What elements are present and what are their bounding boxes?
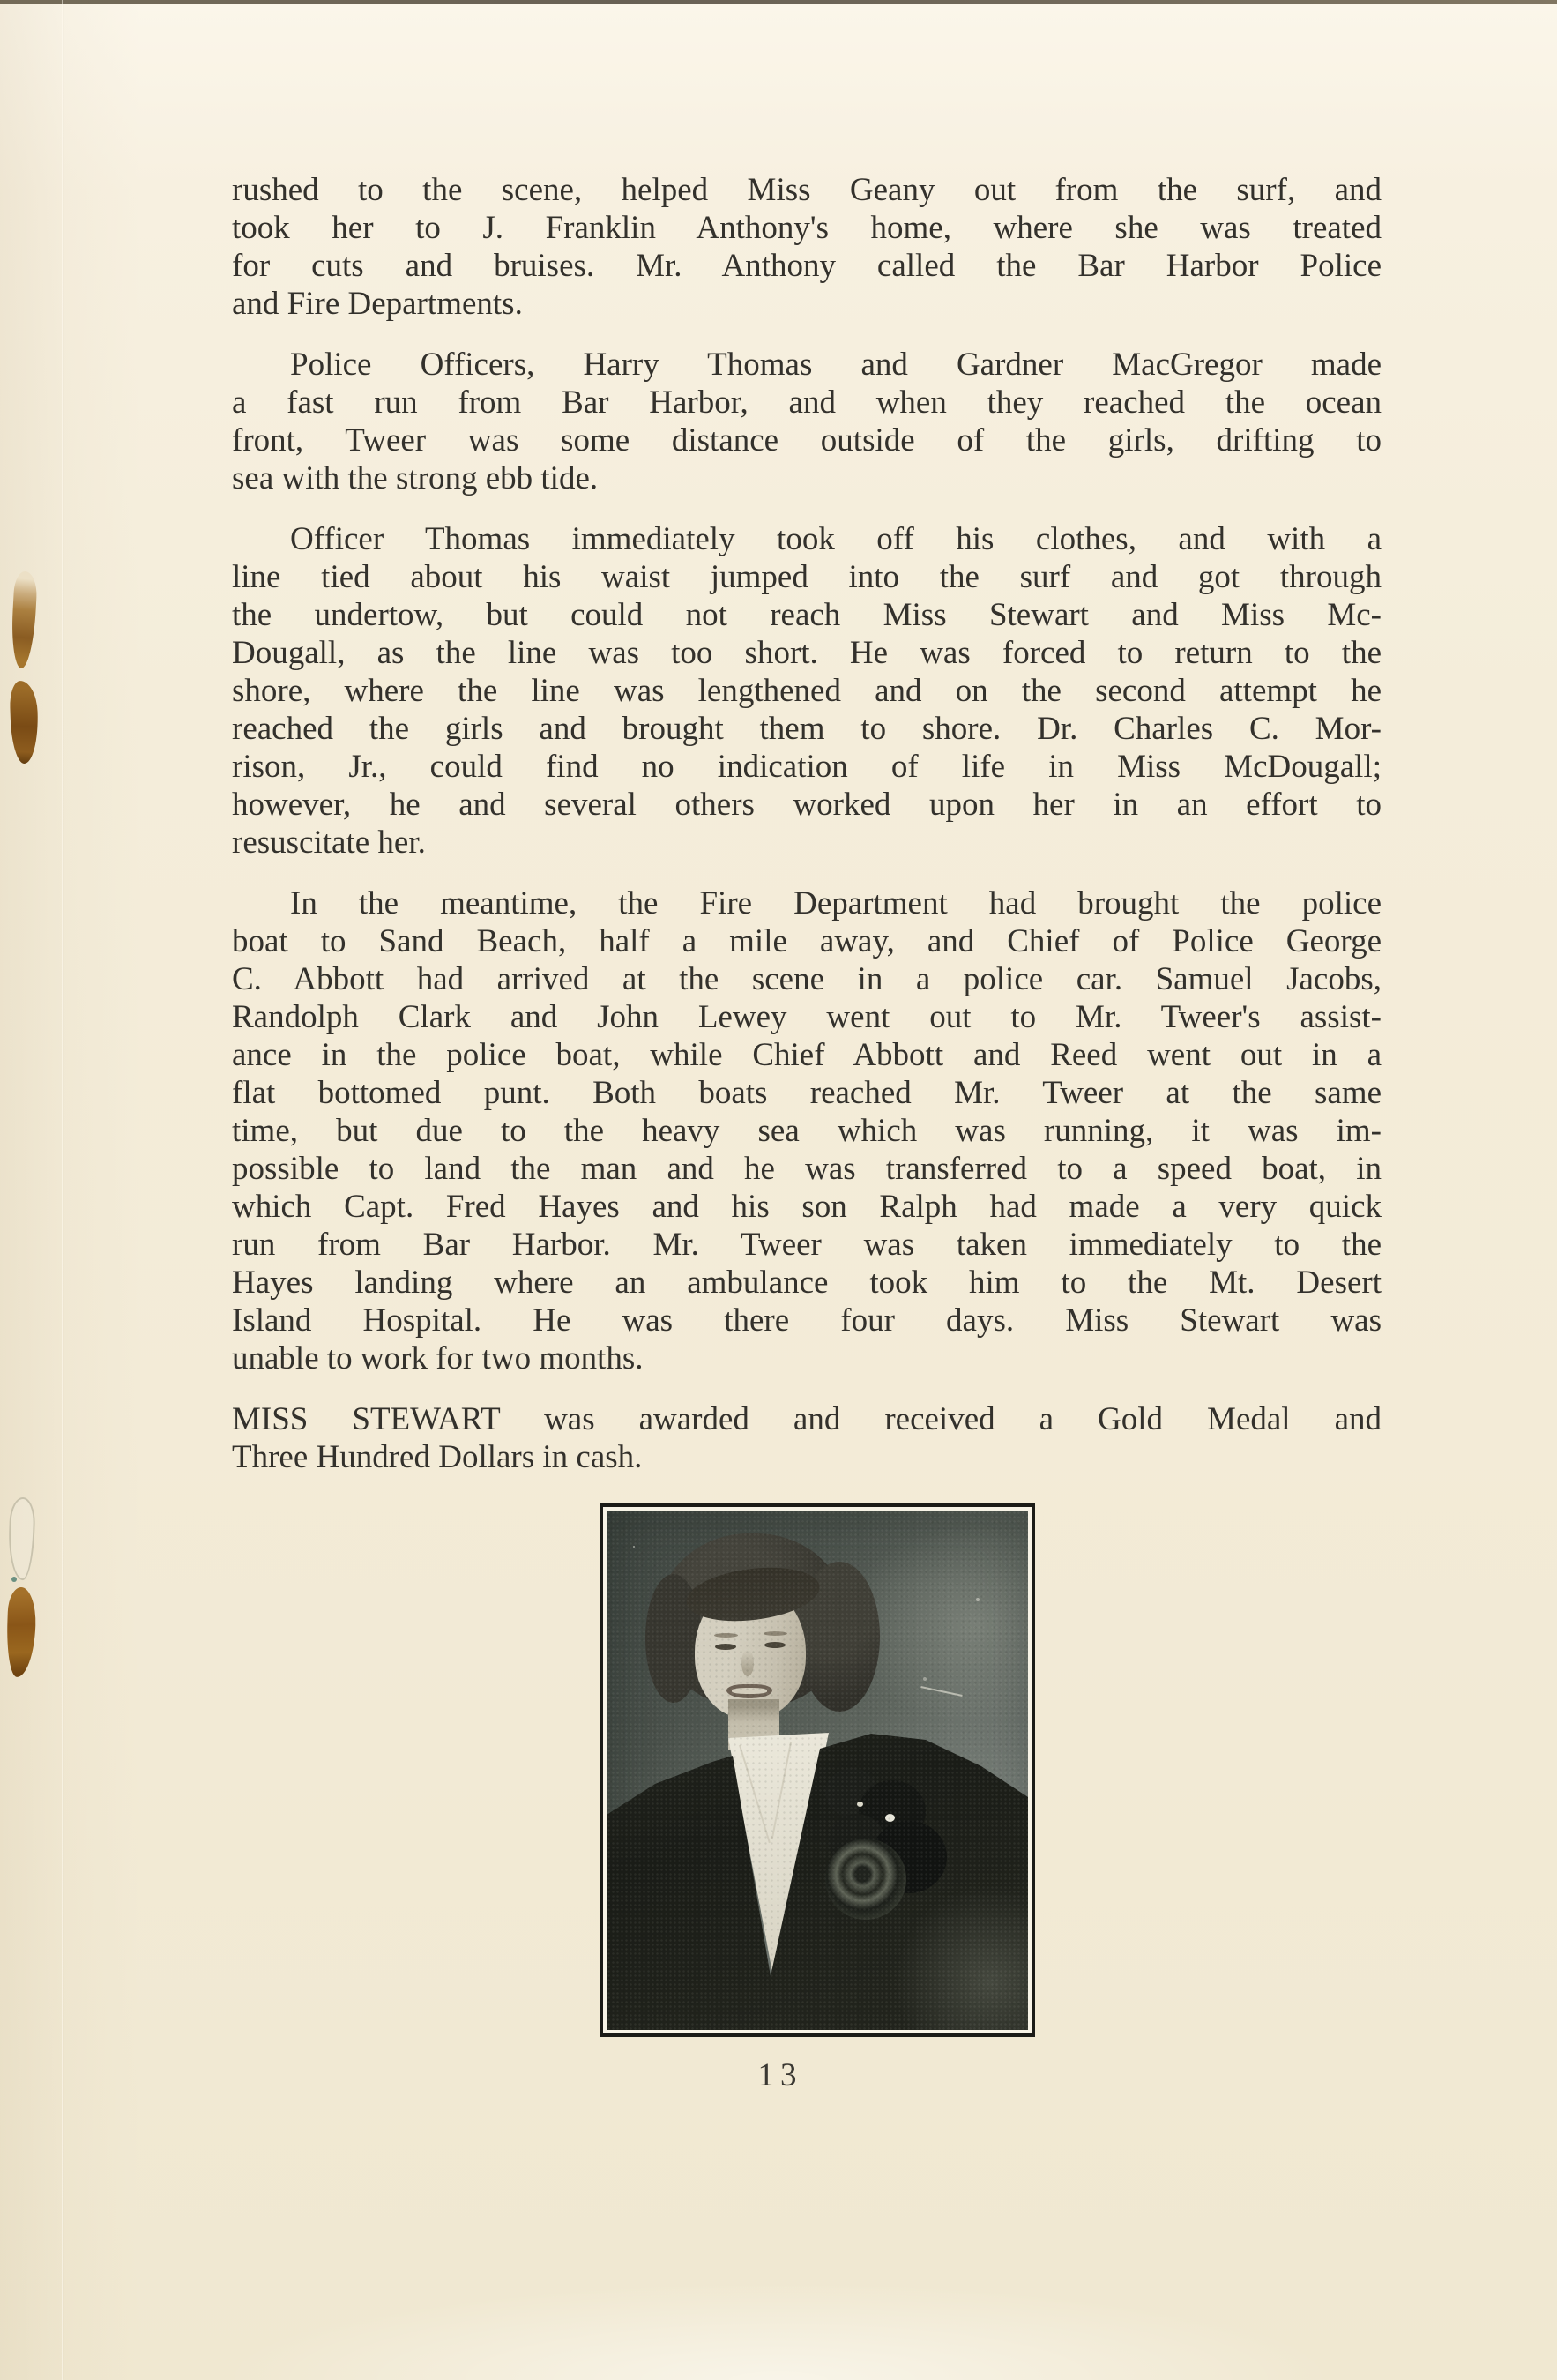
text-line: run from Bar Harbor. Mr. Tweer was taken immediately to the — [232, 1227, 1382, 1263]
paragraph — [232, 1400, 1382, 1476]
text-line: Dougall, as the line was too short. He was forced to return to the — [232, 635, 1382, 671]
text-line: sea with the strong ebb tide. — [232, 460, 599, 496]
text-line: In the meantime, the Fire Department had brought the police — [290, 885, 1382, 921]
left-eyebrow — [714, 1633, 738, 1638]
text-line: flat bottomed punt. Both boats reached Mr. Tweer at the same — [232, 1075, 1382, 1111]
paragraph — [232, 171, 1382, 323]
text-line: Hayes landing where an ambulance took him to the Mt. Desert — [232, 1265, 1382, 1301]
text-line: Three Hundred Dollars in cash. — [232, 1439, 643, 1475]
smile-teeth — [732, 1688, 767, 1694]
text-line: Randolph Clark and John Lewey went out to Mr. Tweer's assist- — [232, 999, 1382, 1035]
corsage-highlight — [885, 1814, 895, 1822]
text-line: unable to work for two months. — [232, 1340, 644, 1377]
binding-stain-ghost — [7, 1497, 35, 1581]
paragraph — [232, 346, 1382, 497]
text-line: for cuts and bruises. Mr. Anthony called the Bar Harbor Police — [232, 248, 1382, 284]
text-line: boat to Sand Beach, half a mile away, and Chief of Police George — [232, 923, 1382, 959]
portrait-photo — [607, 1511, 1028, 2030]
text-line: the undertow, but could not reach Miss Stewart and Miss Mc- — [232, 597, 1382, 633]
text-line: time, but due to the heavy sea which was running, it was im- — [232, 1113, 1382, 1149]
text-line: which Capt. Fred Hayes and his son Ralph had made a very quick — [232, 1189, 1382, 1225]
text-line: front, Tweer was some distance outside of the girls, drifting to — [232, 422, 1382, 459]
binding-stain — [9, 680, 39, 764]
corsage-highlight — [857, 1802, 863, 1807]
text-line: reached the girls and brought them to shore. Dr. Charles C. Mor- — [232, 711, 1382, 747]
text-line: C. Abbott had arrived at the scene in a police car. Samuel Jacobs, — [232, 961, 1382, 997]
ink-speck — [11, 1577, 17, 1582]
text-line: took her to J. Franklin Anthony's home, where she was treated — [232, 210, 1382, 246]
paper-crease-line — [62, 0, 63, 2380]
binding-stain — [5, 1586, 37, 1677]
text-line: line tied about his waist jumped into the surf and got through — [232, 559, 1382, 595]
text-line: resuscitate her. — [232, 824, 426, 861]
photo-dust-speckles — [633, 1546, 635, 1548]
paragraph — [232, 884, 1382, 1377]
text-line: Officer Thomas immediately took off his clothes, and with a — [290, 521, 1382, 557]
text-line: shore, where the line was lengthened and on the second attempt he — [232, 673, 1382, 709]
text-line: MISS STEWART was awarded and received a Gold Medal and — [232, 1401, 1382, 1437]
text-line: and Fire Departments. — [232, 286, 523, 322]
text-line: ance in the police boat, while Chief Abbott and Reed went out in a — [232, 1037, 1382, 1073]
photo-scratch — [920, 1686, 962, 1697]
portrait-photo-frame — [600, 1503, 1035, 2037]
right-eye — [764, 1642, 786, 1648]
text-line: Police Officers, Harry Thomas and Gardner MacGregor made — [290, 347, 1382, 383]
paragraph — [232, 520, 1382, 862]
text-block — [232, 171, 1382, 1499]
corsage-rose — [825, 1839, 906, 1920]
nose — [741, 1650, 754, 1676]
text-line: rison, Jr., could find no indication of life in Miss McDougall; — [232, 749, 1382, 785]
scan-top-edge — [0, 0, 1557, 4]
binding-stain — [10, 571, 38, 668]
right-eyebrow — [764, 1631, 787, 1636]
left-eye — [715, 1644, 736, 1650]
page-number: 13 — [757, 2057, 803, 2093]
text-line: rushed to the scene, helped Miss Geany out from the surf, and — [232, 172, 1382, 208]
text-line: however, he and several others worked upon her in an effort to — [232, 787, 1382, 823]
text-line: a fast run from Bar Harbor, and when they reached the ocean — [232, 384, 1382, 421]
text-line: possible to land the man and he was transferred to a speed boat, in — [232, 1151, 1382, 1187]
text-line: Island Hospital. He was there four days. Miss Stewart was — [232, 1302, 1382, 1339]
